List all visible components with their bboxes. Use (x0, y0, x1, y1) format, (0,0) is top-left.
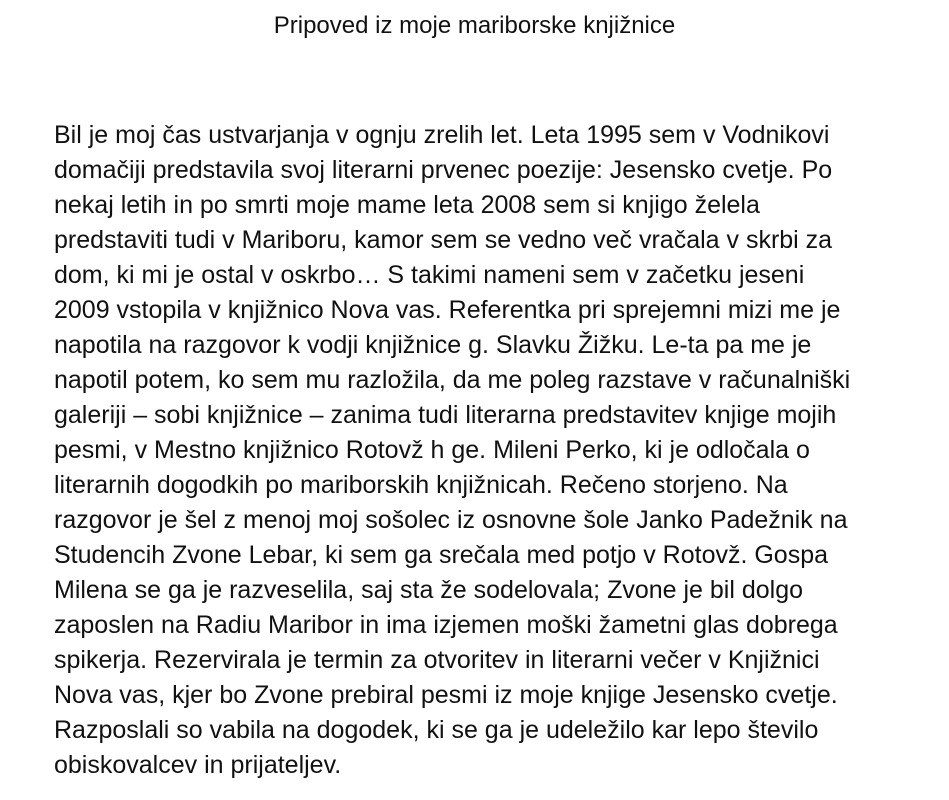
document-title: Pripoved iz moje mariborske knjižnice (273, 12, 676, 39)
text-line: spikerja. Rezervirala je termin za otvoritev in literarni večer v Knjižnici (54, 646, 820, 674)
text-line: Bil je moj čas ustvarjanja v ognju zrelih let. Leta 1995 sem v Vodnikovi (54, 121, 830, 149)
text-line: razgovor je šel z menoj moj sošolec iz osnovne šole Janko Padežnik na (54, 506, 848, 534)
text-line: Milena se ga je razveselila, saj sta že sodelovala; Zvone je bil dolgo (54, 576, 804, 604)
text-line: zaposlen na Radiu Maribor in ima izjemen moški žametni glas dobrega (54, 611, 838, 639)
text-line: predstaviti tudi v Mariboru, kamor sem se vedno več vračala v skrbi za (54, 226, 833, 254)
text-line: literarnih dogodkih po mariborskih knjižnicah. Rečeno storjeno. Na (54, 471, 788, 499)
text-line: 2009 vstopila v knjižnico Nova vas. Referentka pri sprejemni mizi me je (54, 296, 841, 324)
text-line: napotil potem, ko sem mu razložila, da me poleg razstave v računalniški (54, 366, 851, 394)
text-line: dom, ki mi je ostal v oskrbo… S takimi nameni sem v začetku jeseni (54, 261, 805, 289)
text-line: obiskovalcev in prijateljev. (54, 751, 342, 779)
text-line: Nova vas, kjer bo Zvone prebiral pesmi iz moje knjige Jesensko cvetje. (54, 681, 838, 709)
text-line: nekaj letih in po smrti moje mame leta 2008 sem si knjigo želela (54, 191, 760, 219)
text-line: domačiji predstavila svoj literarni prvenec poezije: Jesensko cvetje. Po (54, 156, 833, 184)
text-line: napotila na razgovor k vodji knjižnice g. Slavku Žižku. Le-ta pa me je (54, 331, 812, 359)
text-line: pesmi, v Mestno knjižnico Rotovž h ge. Mileni Perko, ki je odločala o (54, 436, 810, 464)
text-line: Studencih Zvone Lebar, ki sem ga srečala med potjo v Rotovž. Gospa (54, 541, 829, 569)
text-line: Razposlali so vabila na dogodek, ki se ga je udeležilo kar lepo število (54, 716, 819, 744)
text-line: galeriji – sobi knjižnice – zanima tudi literarna predstavitev knjige mojih (54, 401, 837, 429)
document-body (54, 118, 934, 783)
